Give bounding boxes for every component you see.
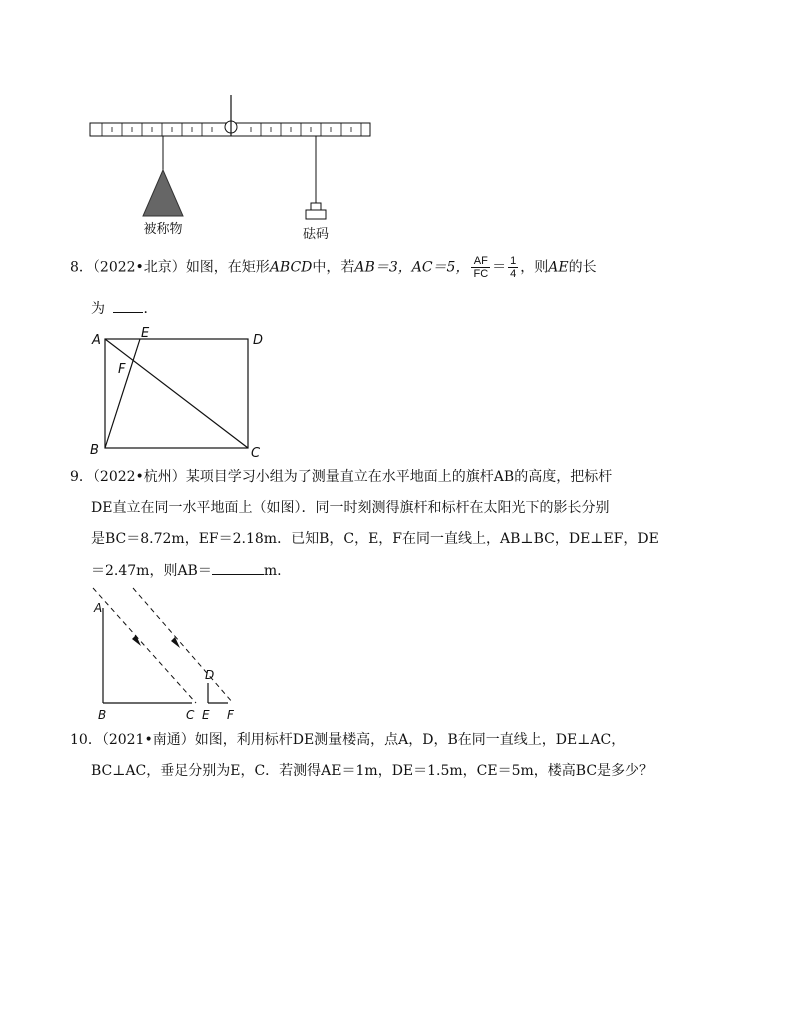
diagonal-ac <box>105 339 248 448</box>
q8-frac2-den: 4 <box>510 268 517 280</box>
sun-ray-ac <box>93 588 196 703</box>
q9-line4-a: ＝2.47m，则AB＝ <box>91 563 212 579</box>
q8-source: （2022•北京） <box>92 259 186 276</box>
q8-text-f: AE <box>548 259 569 276</box>
q8-text-c: 中，若 <box>312 259 355 276</box>
weight-top <box>311 203 321 210</box>
q8-answer-blank[interactable] <box>113 298 143 313</box>
segment-be <box>105 339 140 448</box>
q8-rectangle-figure <box>88 323 278 461</box>
label-E: E <box>202 708 210 722</box>
label-F: F <box>227 708 234 722</box>
q8-text-g: 的长 <box>568 259 597 276</box>
q9-line3: 是BC＝8.72m，EF＝2.18m．已知B，C，E，F在同一直线上，AB⊥BC，DE⊥EF，DE <box>91 531 659 547</box>
ray-arrow-2 <box>171 637 180 648</box>
q9-line4-b: m. <box>263 563 282 579</box>
q8-text-d: AB＝3，AC＝5， <box>354 259 470 276</box>
q8-text-e: ，则 <box>520 259 549 276</box>
label-E: E <box>141 326 150 341</box>
q8-frac-num: AF <box>471 255 490 268</box>
q8-line2-a: 为 <box>91 301 105 317</box>
weighed-object-label: 被称物 <box>143 222 183 237</box>
q10-source: （2021•南通） <box>101 732 195 748</box>
q10-line1 <box>70 730 625 750</box>
weight-base <box>306 210 326 219</box>
q8-line2-b: ． <box>143 301 158 317</box>
q8-number: 8． <box>70 259 93 276</box>
label-A: A <box>92 333 101 348</box>
label-D: D <box>205 668 215 682</box>
q9-answer-blank[interactable] <box>212 560 264 575</box>
label-B: B <box>98 708 107 722</box>
label-C: C <box>186 708 195 722</box>
label-C: C <box>251 446 261 461</box>
label-F: F <box>118 362 126 377</box>
balance-figure <box>85 90 385 245</box>
q9-text-1: 某项目学习小组为了测量直立在水平地面上的旗杆AB的高度，把标杆 <box>185 469 613 485</box>
q9-line2: DE直立在同一水平地面上（如图）．同一时刻测得旗杆和标杆在太阳光下的影长分别 <box>91 500 610 516</box>
q10-line2: BC⊥AC，垂足分别为E，C．若测得AE＝1m，DE＝1.5m，CE＝5m，楼高BC是多少？ <box>91 763 654 779</box>
q8-text-a: 如图，在矩形 <box>185 259 270 276</box>
sun-ray-df <box>133 588 233 703</box>
label-D: D <box>253 333 264 348</box>
q9-number: 9． <box>70 469 93 485</box>
q8-fraction-af-fc <box>471 255 490 280</box>
q8-line1 <box>70 255 597 280</box>
q8-frac2-num: 1 <box>510 255 517 267</box>
label-B: B <box>90 443 99 458</box>
q8-eq: ＝ <box>492 259 507 276</box>
q8-line2 <box>91 298 157 319</box>
q8-text-b: ABCD <box>269 259 313 276</box>
q10-text-1: 如图，利用标杆DE测量楼高，点A，D，B在同一直线上，DE⊥AC， <box>194 732 626 748</box>
weight-label: 砝码 <box>302 227 330 242</box>
q9-line4 <box>91 560 282 581</box>
ray-arrow-1 <box>132 635 141 646</box>
label-A: A <box>94 601 103 615</box>
q10-number: 10． <box>70 732 102 748</box>
q9-shadow-figure <box>88 586 248 726</box>
weighed-object <box>143 170 183 216</box>
q9-line1 <box>70 467 612 487</box>
q8-frac-den: FC <box>473 268 489 280</box>
q9-source: （2022•杭州） <box>92 469 186 485</box>
q8-fraction-one-quarter <box>508 255 518 280</box>
